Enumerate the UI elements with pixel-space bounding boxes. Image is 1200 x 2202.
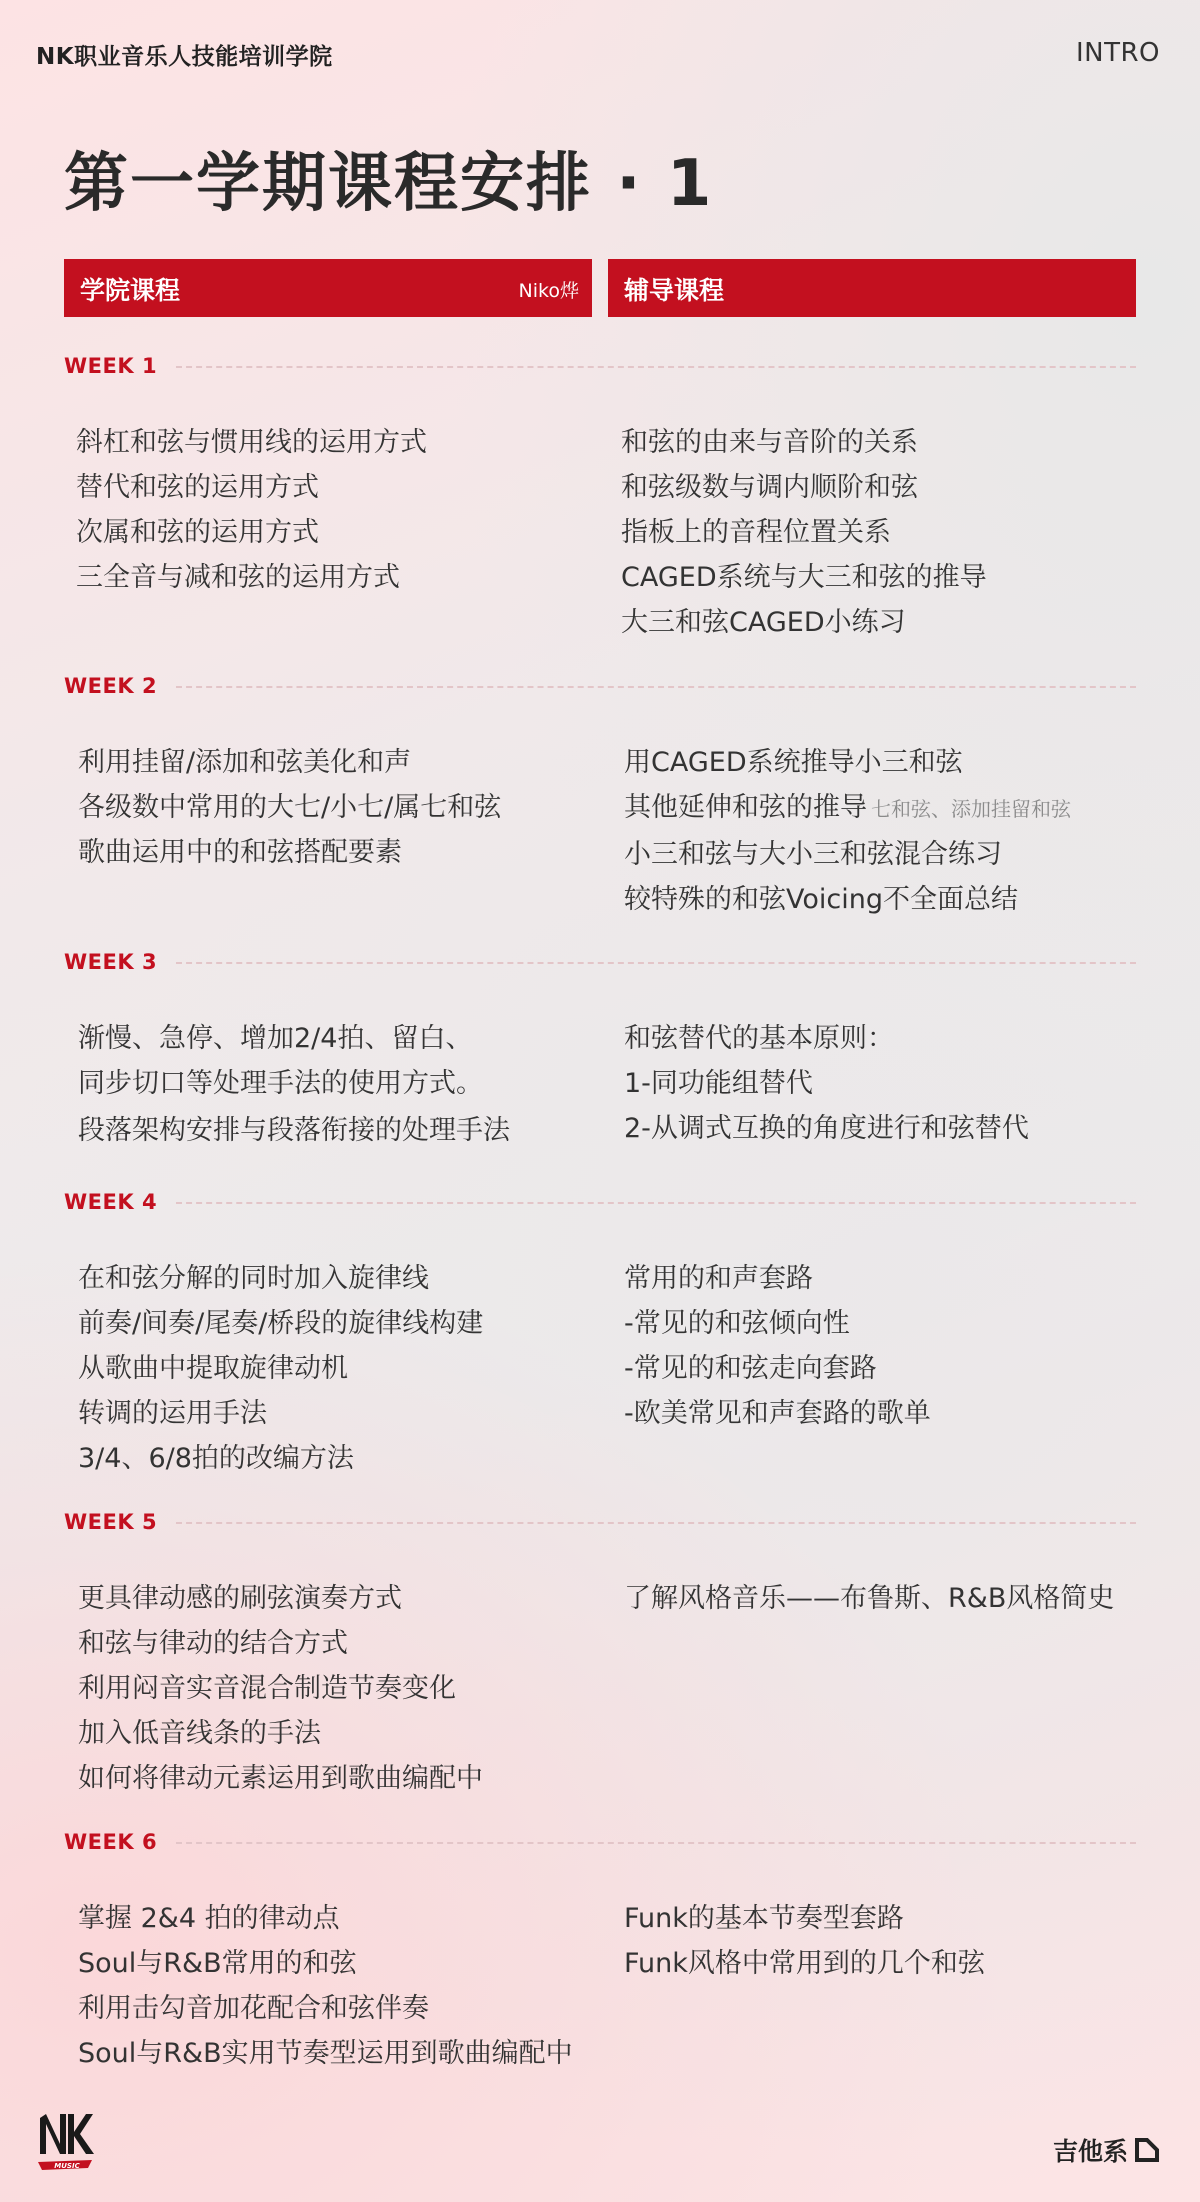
academy-course-list	[78, 740, 598, 875]
course-item: Soul与R&B实用节奏型运用到歌曲编配中	[78, 2038, 573, 2069]
course-item: 渐慢、急停、增加2/4拍、留白、	[78, 1023, 473, 1054]
academy-course-list	[78, 1256, 598, 1481]
section-label: INTRO	[1075, 38, 1160, 68]
course-item: 2-从调式互换的角度进行和弦替代	[624, 1113, 1029, 1144]
week-label: WEEK 1	[64, 354, 158, 378]
course-item: Funk风格中常用到的几个和弦	[624, 1948, 985, 1979]
course-item: Soul与R&B常用的和弦	[78, 1948, 357, 1979]
academy-course-list	[76, 420, 596, 600]
academy-course-list	[78, 1576, 598, 1801]
week-header	[64, 350, 1136, 384]
course-item: 了解风格音乐——布鲁斯、R&B风格简史	[624, 1583, 1115, 1614]
tutoring-course-list	[624, 1016, 1144, 1151]
week-label: WEEK 6	[64, 1830, 158, 1854]
week-section	[64, 946, 1136, 1146]
dashed-divider	[176, 962, 1136, 964]
dashed-divider	[176, 686, 1136, 688]
page-title: 第一学期课程安排 · 1	[64, 147, 714, 221]
course-item: 段落架构安排与段落衔接的处理手法	[78, 1115, 510, 1146]
course-item: 前奏/间奏/尾奏/桥段的旋律线构建	[78, 1308, 484, 1339]
course-item: 如何将律动元素运用到歌曲编配中	[78, 1763, 483, 1794]
dashed-divider	[176, 366, 1136, 368]
course-item: 斜杠和弦与惯用线的运用方式	[76, 427, 427, 458]
column-header-label: 辅导课程	[624, 276, 725, 305]
week-section	[64, 1826, 1136, 2069]
week-header	[64, 1186, 1136, 1220]
course-item: 常用的和声套路	[624, 1263, 813, 1294]
course-item: 三全音与减和弦的运用方式	[76, 562, 400, 593]
course-item: Funk的基本节奏型套路	[624, 1903, 904, 1934]
week-header	[64, 1826, 1136, 1860]
top-bar	[36, 38, 1160, 72]
course-item: 和弦替代的基本原则：	[624, 1023, 894, 1054]
week-header	[64, 946, 1136, 980]
course-item: CAGED系统与大三和弦的推导	[621, 562, 987, 593]
tutor-name: Niko烨	[518, 280, 579, 302]
course-item: 利用挂留/添加和弦美化和声	[78, 747, 412, 778]
course-item: 较特殊的和弦Voicing不全面总结	[624, 884, 1018, 915]
week-section	[64, 350, 1136, 638]
week-section	[64, 670, 1136, 915]
academy-course-list	[78, 1016, 598, 1153]
course-item: 指板上的音程位置关系	[621, 517, 891, 548]
tutoring-course-list	[624, 1256, 1144, 1436]
course-item: 掌握 2&4 拍的律动点	[78, 1903, 340, 1934]
department-brand	[1053, 2132, 1160, 2168]
column-header-label: 学院课程	[80, 276, 181, 305]
course-item: 和弦级数与调内顺阶和弦	[621, 472, 918, 503]
week-section	[64, 1186, 1136, 1474]
dashed-divider	[176, 1842, 1136, 1844]
course-item: 歌曲运用中的和弦搭配要素	[78, 837, 402, 868]
course-item: 和弦与律动的结合方式	[78, 1628, 348, 1659]
course-item: -常见的和弦倾向性	[624, 1308, 850, 1339]
course-item: 各级数中常用的大七/小七/属七和弦	[78, 792, 502, 823]
dashed-divider	[176, 1522, 1136, 1524]
course-item: 大三和弦CAGED小练习	[621, 607, 906, 638]
week-header	[64, 670, 1136, 704]
course-item: 利用闷音实音混合制造节奏变化	[78, 1673, 456, 1704]
school-name: NK职业音乐人技能培训学院	[36, 44, 333, 70]
week-label: WEEK 2	[64, 674, 158, 698]
course-item: 1-同功能组替代	[624, 1068, 813, 1099]
course-item: 在和弦分解的同时加入旋律线	[78, 1263, 429, 1294]
brand-label: 吉他系	[1052, 2137, 1128, 2166]
dashed-divider	[176, 1202, 1136, 1204]
course-item: 加入低音线条的手法	[78, 1718, 321, 1749]
tutoring-course-list	[621, 420, 1141, 645]
course-item: 和弦的由来与音阶的关系	[621, 427, 918, 458]
column-header-academy	[64, 259, 592, 317]
tutoring-course-list	[624, 1576, 1144, 1621]
course-item: 用CAGED系统推导小三和弦	[624, 747, 963, 778]
course-item: 3/4、6/8拍的改编方法	[78, 1443, 354, 1474]
course-item: 转调的运用手法	[78, 1398, 267, 1429]
course-item: 更具律动感的刷弦演奏方式	[78, 1583, 402, 1614]
nk-music-logo-icon	[36, 2110, 96, 2174]
tutoring-course-list	[624, 1896, 1144, 1986]
tutoring-course-list	[624, 740, 1144, 922]
week-label: WEEK 3	[64, 950, 158, 974]
course-item-note: 七和弦、添加挂留和弦	[871, 797, 1071, 821]
week-header	[64, 1506, 1136, 1540]
course-item-text: 其他延伸和弦的推导	[624, 792, 867, 823]
week-label: WEEK 5	[64, 1510, 158, 1534]
course-item	[624, 785, 1144, 832]
course-item: 替代和弦的运用方式	[76, 472, 319, 503]
course-item: 利用击勾音加花配合和弦伴奏	[78, 1993, 429, 2024]
course-item: 同步切口等处理手法的使用方式。	[78, 1068, 483, 1099]
course-item: 小三和弦与大小三和弦混合练习	[624, 839, 1002, 870]
course-item: -欧美常见和声套路的歌单	[624, 1398, 931, 1429]
week-section	[64, 1506, 1136, 1794]
course-item: 次属和弦的运用方式	[76, 517, 319, 548]
logo-sub-text: MUSIC	[54, 2162, 80, 2170]
course-item: -常见的和弦走向套路	[624, 1353, 877, 1384]
academy-course-list	[78, 1896, 598, 2076]
week-label: WEEK 4	[64, 1190, 158, 1214]
brand-mark-icon	[1134, 2137, 1160, 2163]
column-header-tutoring	[608, 259, 1136, 317]
course-item: 从歌曲中提取旋律动机	[78, 1353, 348, 1384]
